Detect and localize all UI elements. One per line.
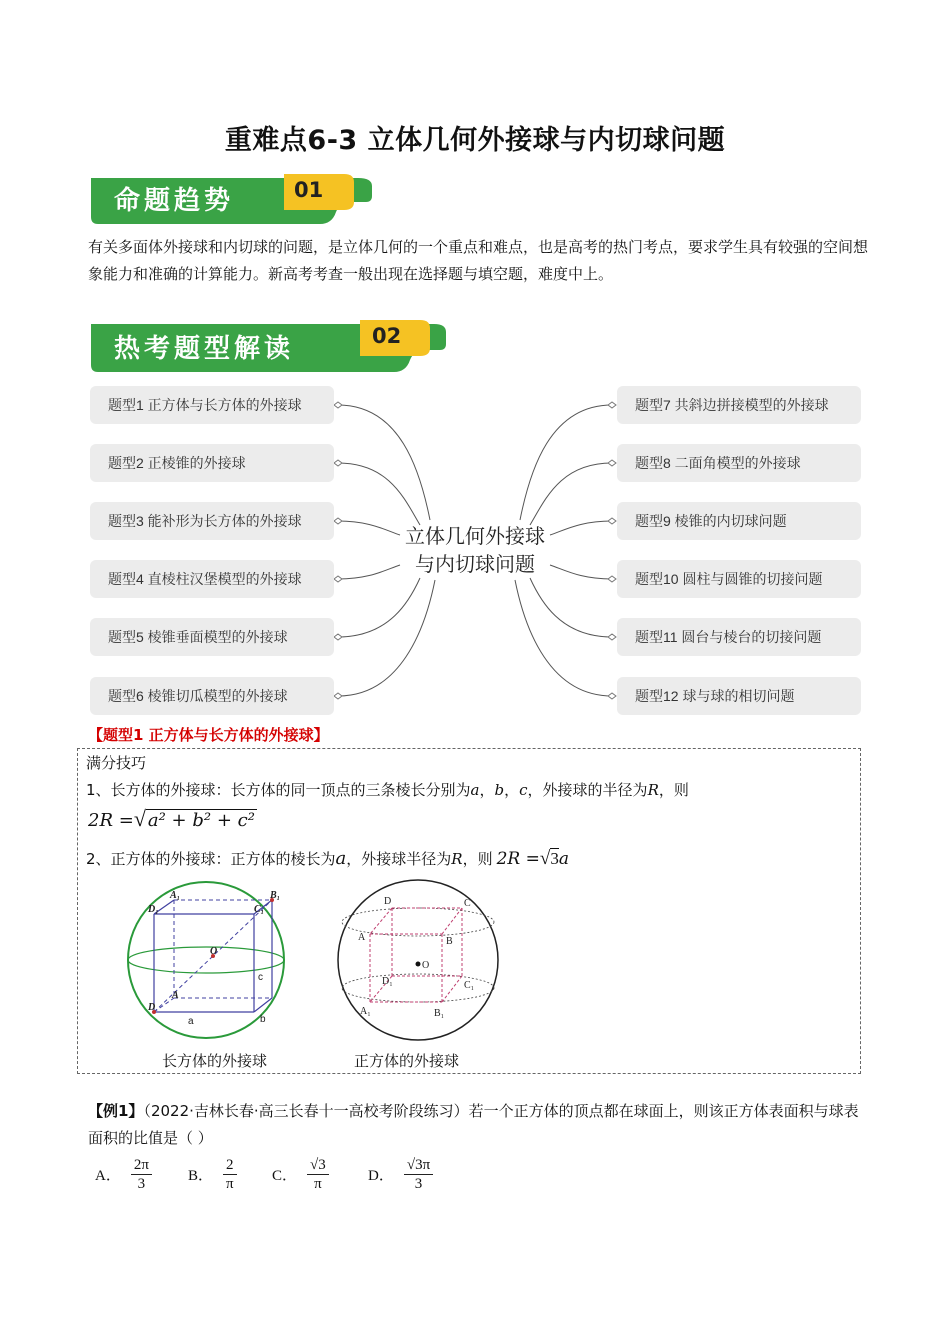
label-a: a — [188, 1016, 194, 1027]
tip-1 — [86, 779, 689, 800]
formula-radicand: a² + b² + c² — [147, 810, 255, 831]
label-A: A — [358, 932, 366, 943]
mindmap-item-type8: 题型8 二面角模型的外接球 — [617, 444, 861, 482]
option-label: A． — [95, 1168, 121, 1184]
banner-label: 热考题型解读 — [114, 334, 295, 364]
tips-title: 满分技巧 — [86, 754, 147, 772]
formula-cuboid — [88, 806, 257, 832]
tip2-text-c: ，则 — [462, 850, 493, 868]
page-title: 重难点6-3 立体几何外接球与内切球问题 — [224, 125, 726, 156]
label-B1: B₁ — [270, 890, 281, 901]
option-label: D． — [368, 1168, 394, 1184]
mindmap-item-type3: 题型3 能补形为长方体的外接球 — [90, 502, 334, 540]
banner-label: 命题趋势 — [114, 186, 235, 216]
option-b — [188, 1156, 237, 1193]
label-O: O — [210, 946, 218, 957]
var-R: R — [451, 850, 463, 868]
label-D1: D₁ — [148, 904, 159, 915]
label-A: A — [172, 990, 179, 1001]
label-c: c — [258, 972, 263, 983]
banner-number: 01 — [294, 178, 324, 202]
mindmap-item-type5: 题型5 棱锥垂面模型的外接球 — [90, 618, 334, 656]
tip1-text-a: 1、长方体的外接球：长方体的同一顶点的三条棱长分别为 — [86, 781, 471, 799]
var-c: c — [519, 781, 528, 799]
mindmap-item-type4: 题型4 直棱柱汉堡模型的外接球 — [90, 560, 334, 598]
tip2-text-a: 2、正方体的外接球：正方体的棱长为 — [86, 850, 336, 868]
section-heading: 【题型1 正方体与长方体的外接球】 — [88, 726, 329, 744]
example-tag: 【例1】 — [88, 1102, 144, 1120]
tip-2 — [86, 848, 569, 870]
option-d — [368, 1156, 433, 1193]
formula-lhs: 2R = — [88, 810, 134, 831]
option-c — [272, 1156, 329, 1193]
label-B: B — [446, 936, 453, 947]
mindmap-center-line1: 立体几何外接球 — [405, 524, 545, 548]
figure-cuboid-sphere — [124, 876, 294, 1046]
example-text: （2022·吉林长春·高三长春十一高校考阶段练习）若一个正方体的顶点都在球面上，则该正方体表面积与球表面积的比值是（ ） — [88, 1102, 859, 1147]
example-1 — [88, 1098, 868, 1152]
option-label: B． — [188, 1168, 214, 1184]
sep: ， — [504, 781, 520, 799]
tip1-text-c: ，则 — [658, 781, 689, 799]
sqrt-icon: √ — [133, 806, 146, 831]
label-C1: C₁ — [254, 904, 265, 915]
banner-number: 02 — [372, 324, 402, 348]
option-fraction: $\frac{√3}{\pi}$ — [307, 1156, 329, 1193]
mindmap-item-type12: 题型12 球与球的相切问题 — [617, 677, 861, 715]
mindmap-item-type9: 题型9 棱锥的内切球问题 — [617, 502, 861, 540]
mindmap-item-type7: 题型7 共斜边拼接模型的外接球 — [617, 386, 861, 424]
var-a: a — [335, 848, 347, 869]
label-b: b — [260, 1014, 266, 1025]
formula-lhs: 2R = — [496, 849, 540, 869]
label-D: D — [148, 1002, 156, 1013]
label-A1: A₁ — [170, 890, 181, 901]
sqrt-icon: √ — [539, 848, 551, 869]
figure-caption-cube: 正方体的外接球 — [354, 1052, 460, 1070]
mindmap-item-type10: 题型10 圆柱与圆锥的切接问题 — [617, 560, 861, 598]
mindmap-center — [390, 522, 560, 578]
sep: ， — [479, 781, 495, 799]
mindmap-item-type6: 题型6 棱锥切瓜模型的外接球 — [90, 677, 334, 715]
formula-tail: a — [558, 849, 569, 869]
mindmap-item-type2: 题型2 正棱锥的外接球 — [90, 444, 334, 482]
label-D: D — [384, 896, 392, 907]
var-b: b — [494, 781, 505, 799]
tip2-text-b: ，外接球半径为 — [346, 850, 452, 868]
option-fraction: $\frac{2}{\pi}$ — [223, 1156, 237, 1193]
label-A1: A₁ — [360, 1006, 371, 1017]
formula-radicand: 3 — [550, 849, 559, 868]
option-label: C． — [272, 1168, 298, 1184]
label-D1: D₁ — [382, 976, 393, 987]
mindmap-item-type11: 题型11 圆台与棱台的切接问题 — [617, 618, 861, 656]
mindmap-center-line2: 与内切球问题 — [415, 552, 535, 576]
option-a — [95, 1156, 152, 1193]
label-B1: B₁ — [434, 1008, 445, 1019]
option-fraction: $\frac{√3\pi}{3}$ — [404, 1156, 433, 1193]
label-O: O — [422, 960, 430, 971]
figure-cube-sphere — [334, 876, 504, 1046]
figure-caption-cuboid: 长方体的外接球 — [162, 1052, 268, 1070]
var-a: a — [470, 781, 480, 799]
mindmap-item-type1: 题型1 正方体与长方体的外接球 — [90, 386, 334, 424]
label-C1: C₁ — [464, 980, 475, 991]
label-C: C — [464, 898, 471, 909]
intro-paragraph: 有关多面体外接球和内切球的问题，是立体几何的一个重点和难点，也是高考的热门考点，要求学生具有较强的空间想象能力和准确的计算能力。新高考考查一般出现在选择题与填空题，难度中上。 — [88, 238, 869, 283]
option-fraction: $\frac{2\pi}{3}$ — [131, 1156, 152, 1193]
var-R: R — [647, 781, 659, 799]
tip1-text-b: ，外接球的半径为 — [527, 781, 648, 799]
